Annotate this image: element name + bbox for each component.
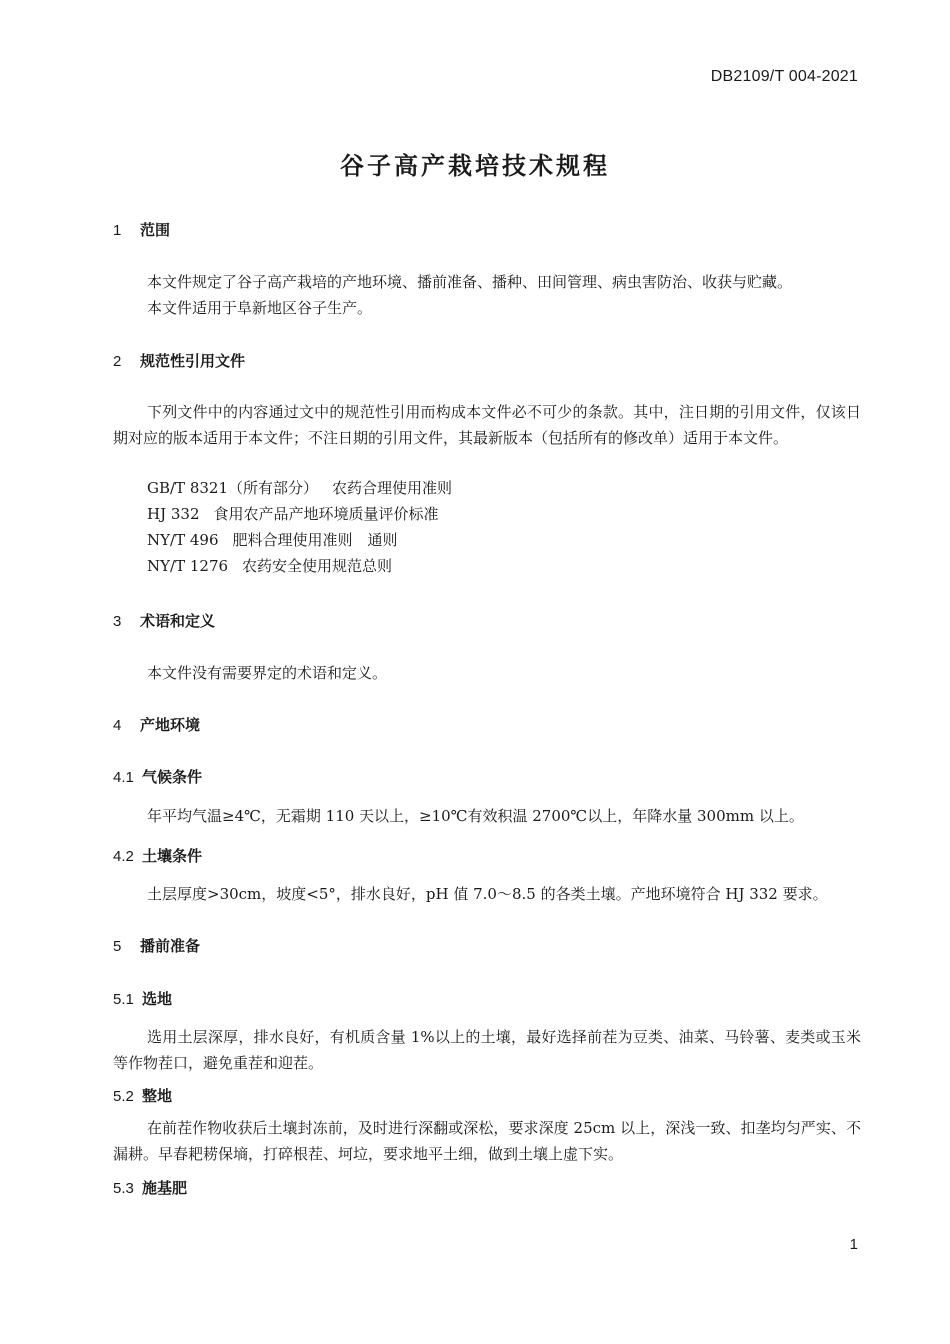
section-1-heading	[113, 219, 170, 240]
subsection-4-2-heading	[113, 845, 202, 866]
section-title: 范围	[140, 221, 171, 239]
reference-item	[147, 477, 452, 498]
subsection-number: 4.1	[113, 769, 134, 786]
section-5-heading	[113, 935, 200, 956]
reference-item	[147, 529, 398, 550]
section-2-heading	[113, 350, 245, 371]
subsection-4-1-heading	[113, 766, 202, 787]
section-title: 产地环境	[140, 716, 201, 734]
section-number: 1	[113, 222, 122, 239]
section-title: 规范性引用文件	[140, 352, 246, 370]
section-number: 3	[113, 613, 122, 630]
paragraph: 年平均气温≥4℃，无霜期 110 天以上，≥10℃有效积温 2700℃以上，年降水量 300mm 以上。	[147, 807, 804, 825]
paragraph: 土层厚度>30cm，坡度<5°，排水良好，pH 值 7.0～8.5 的各类土壤。产地环境符合 HJ 332 要求。	[147, 885, 828, 903]
document-code: DB2109/T 004-2021	[710, 68, 858, 85]
section-3-heading	[113, 610, 215, 631]
reference-code: GB/T 8321（所有部分）	[147, 479, 319, 497]
reference-code: NY/T 1276	[147, 557, 229, 575]
reference-code: HJ 332	[147, 505, 200, 523]
paragraph: 在前茬作物收获后土壤封冻前，及时进行深翻或深松，要求深度 25cm 以上，深浅一致、扣垄均匀严实、不漏耕。早春耙耢保墒，打碎根茬、坷垃，要求地平土细，做到土壤上虚下实。	[113, 1119, 861, 1163]
subsection-number: 4.2	[113, 848, 134, 865]
subsection-number: 5.3	[113, 1180, 134, 1197]
section-number: 4	[113, 717, 122, 734]
paragraph: 本文件规定了谷子高产栽培的产地环境、播前准备、播种、田间管理、病虫害防治、收获与贮藏。	[147, 273, 793, 291]
subsection-title: 选地	[142, 990, 173, 1008]
paragraph: 本文件没有需要界定的术语和定义。	[147, 664, 388, 682]
subsection-5-2-heading	[113, 1085, 172, 1106]
reference-title: 农药合理使用准则	[332, 479, 453, 497]
subsection-5-3-heading	[113, 1177, 187, 1198]
reference-title: 肥料合理使用准则 通则	[232, 531, 398, 549]
reference-title: 农药安全使用规范总则	[242, 557, 393, 575]
reference-code: NY/T 496	[147, 531, 219, 549]
subsection-title: 整地	[142, 1087, 173, 1105]
section-title: 播前准备	[140, 937, 201, 955]
section-number: 2	[113, 353, 122, 370]
subsection-number: 5.1	[113, 991, 134, 1008]
paragraph: 下列文件中的内容通过文中的规范性引用而构成本文件必不可少的条款。其中，注日期的引用文件，仅该日期对应的版本适用于本文件；不注日期的引用文件，其最新版本（包括所有的修改单）适用于本文件。	[113, 403, 861, 447]
document-title: 谷子高产栽培技术规程	[340, 152, 610, 180]
page-number: 1	[849, 1236, 858, 1253]
section-number: 5	[113, 938, 122, 955]
subsection-5-1-heading	[113, 988, 172, 1009]
subsection-number: 5.2	[113, 1088, 134, 1105]
subsection-title: 施基肥	[142, 1179, 188, 1197]
reference-item	[147, 555, 392, 576]
reference-item	[147, 503, 439, 524]
paragraph: 选用土层深厚，排水良好，有机质含量 1%以上的土壤，最好选择前茬为豆类、油菜、马铃薯、麦类或玉米等作物茬口，避免重茬和迎茬。	[113, 1028, 861, 1072]
subsection-title: 气候条件	[142, 768, 203, 786]
subsection-title: 土壤条件	[142, 847, 203, 865]
reference-title: 食用农产品产地环境质量评价标准	[213, 505, 439, 523]
section-4-heading	[113, 714, 200, 735]
paragraph: 本文件适用于阜新地区谷子生产。	[147, 299, 373, 317]
section-title: 术语和定义	[140, 612, 216, 630]
